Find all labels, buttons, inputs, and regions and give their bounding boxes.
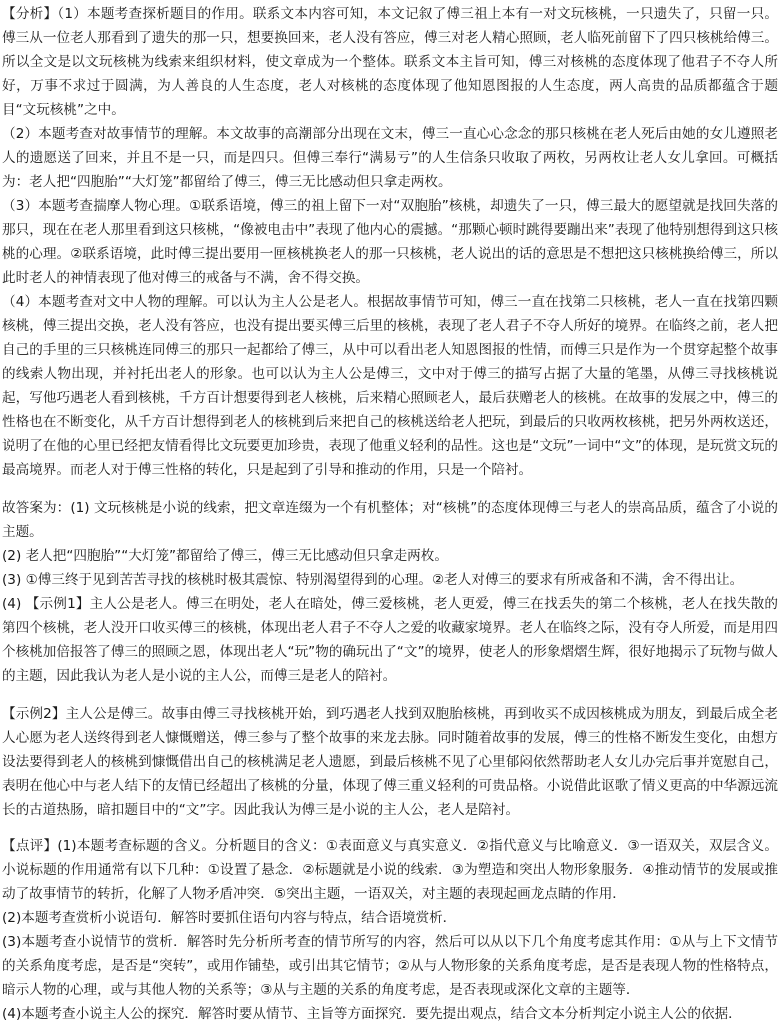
comment-paragraph-4: (4)本题考查小说主人公的探究．解答时要从情节、主旨等方面探究．要先提出观点，结合文本分析判定小说主人公的依据． bbox=[2, 1006, 742, 1022]
comment-paragraph-1: 【点评】(1)本题考查标题的含义。分析题目的含义：①表面意义与真实意义．②指代意义与比喻意义．③一语双关，双层含义。小说标题的作用通常有以下几种：①设置了悬念．②标题就是小说的线索．③为塑造和突出人物形象服务．④推动情节的发展或推动了故事情节的转折，化解了人物矛盾冲突．⑤突出主题，一语双关，对主题的表现起画龙点睛的作用． bbox=[2, 838, 778, 902]
example-2-paragraph: 【示例2】主人公是傅三。故事由傅三寻找核桃开始，到巧遇老人找到双胞胎核桃，再到收买不成因核桃成为朋友，到最后成全老人心愿为老人送终得到老人慷慨赠送，傅三参与了整个故事的来龙去脉。同时随着故事的发展，傅三的性格不断发生变化，由想方设法要得到老人的核桃到慷慨借出自己的核桃满足老人遗愿，到最后核桃不见了心里郁闷依然帮助老人女儿办完后事并宽慰自己，表明在他心中与老人结下的友情已经超出了核桃的分量，体现了傅三重义轻利的可贵品格。小说借此讴歌了情义更高的中华源远流长的古道热肠，暗扣题目中的“文”字。因此我认为傅三是小说的主人公，老人是陪衬。 bbox=[2, 706, 778, 818]
analysis-paragraph-2: （2）本题考查对故事情节的理解。本文故事的高潮部分出现在文末，傅三一直心心念念的那只核桃在老人死后由她的女儿遵照老人的遗愿送了回来，并且不是一只，而是四只。但傅三奉行“满易亏”的人生信条只收取了两枚，另两枚让老人女儿拿回。可概括为：老人把“四胞胎”“大灯笼”都留给了傅三，傅三无比感动但只拿走两枚。 bbox=[2, 126, 778, 190]
comment-paragraph-3: (3)本题考查小说情节的赏析．解答时先分析所考查的情节所写的内容，然后可以从以下几个角度考虑其作用：①从与上下文情节的关系角度考虑，是否是“突转”，或用作铺垫，或引出其它情节；②从与人物形象的关系角度考虑，是否是表现人物的性格特点，暗示人物的心理，或与其他人物的关系等；③从与主题的关系的角度考虑，是否表现或深化文章的主题等． bbox=[2, 934, 778, 998]
answer-paragraph-1: 故答案为：(1) 文玩核桃是小说的线索，把文章连缀为一个有机整体；对“核桃”的态度体现傅三与老人的崇高品质，蕴含了小说的主题。 bbox=[2, 500, 778, 540]
analysis-paragraph-1: 【分析】（1）本题考查探析题目的作用。联系文本内容可知，本文记叙了傅三祖上本有一对文玩核桃，一只遗失了，只留一只。傅三从一位老人那看到了遗失的那一只，想要换回来，老人没有答应，傅三对老人精心照顾，老人临死前留下了四只核桃给傅三。所以全文是以文玩核桃为线索来组织材料，使文章成为一个整体。联系文本主旨可知，傅三对核桃的态度体现了他君子不夺人所好，万事不求过于圆满，为人善良的人生态度，老人对核桃的态度体现了他知恩图报的人生态度，两人高贵的品质都蕴含于题目“文玩核桃”之中。 bbox=[2, 6, 778, 118]
comment-paragraph-2: (2)本题考查赏析小说语句．解答时要抓住语句内容与特点，结合语境赏析． bbox=[2, 910, 457, 926]
analysis-paragraph-4: （4）本题考查对文中人物的理解。可以认为主人公是老人。根据故事情节可知，傅三一直在找第二只核桃，老人一直在找第四颗核桃，傅三提出交换，老人没有答应，也没有提出要买傅三后里的核桃，表现了老人君子不夺人所好的境界。在临终之前，老人把自己的手里的三只核桃连同傅三的那只一起都给了傅三，从中可以看出老人知恩图报的性情，而傅三只是作为一个贯穿起整个故事的线索人物出现，并衬托出老人的形象。也可以认为主人公是傅三，文中对于傅三的描写占据了大量的笔墨，从傅三寻找核桃说起，写他巧遇老人看到核桃，千方百计想要得到老人核桃，后来精心照顾老人，最后获赠老人的核桃。在故事的发展之中，傅三的性格也在不断变化，从千方百计想得到老人的核桃到后来把自己的核桃送给老人把玩，到最后的只收两枚核桃，把另外两枚送还，说明了在他的心里已经把友情看得比文玩要更加珍贵，表现了他重义轻利的品性。这也是“文玩”一词中“文”的体现，是玩赏文玩的最高境界。而老人对于傅三性格的转化，只是起到了引导和推动的作用，只是一个陪衬。 bbox=[2, 294, 778, 478]
answer-paragraph-2: (2) 老人把“四胞胎”“大灯笼”都留给了傅三，傅三无比感动但只拿走两枚。 bbox=[2, 548, 448, 564]
answer-paragraph-3: (3) ①傅三终于见到苦苦寻找的核桃时极其震惊、特别渴望得到的心理。②老人对傅三的要求有所戒备和不满，舍不得出让。 bbox=[2, 572, 744, 588]
analysis-paragraph-3: （3）本题考查揣摩人物心理。①联系语境，傅三的祖上留下一对“双胞胎”核桃，却遗失了一只，傅三最大的愿望就是找回失落的那只，现在在老人那里看到这只核桃，“像被电击中”表现了他内心的震撼。“那颗心顿时跳得要蹦出来”表现了他特别想得到这只核桃的心理。②联系语境，此时傅三提出要用一匣核桃换老人的那一只核桃，老人说出的话的意思是不想把这只核桃换给傅三，所以此时老人的神情表现了他对傅三的戒备与不满，舍不得交换。 bbox=[2, 198, 778, 286]
example-1-paragraph: (4) 【示例1】主人公是老人。傅三在明处，老人在暗处，傅三爱核桃，老人更爱，傅三在找丢失的第二个核桃，老人在找失散的第四个核桃，老人没开口收买傅三的核桃，体现出老人君子不夺人之爱的收藏家境界。老人在临终之际，没有夺人所爱，而是用四个核桃加倍报答了傅三的照顾之恩，体现出老人“玩”物的确玩出了“文”的境界，使老人的形象熠熠生辉，很好地揭示了玩物与做人的主题，因此我认为老人是小说的主人公，而傅三是老人的陪衬。 bbox=[2, 596, 778, 684]
